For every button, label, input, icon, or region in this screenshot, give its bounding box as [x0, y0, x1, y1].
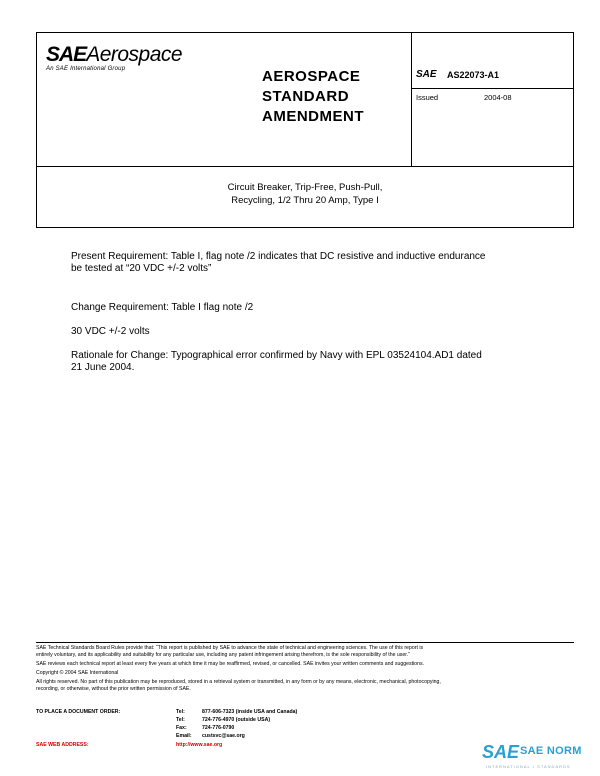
doc-type-line1: AEROSPACE: [262, 68, 361, 85]
footer-notices: SAE Technical Standards Board Rules provide that: “This report is published by SAE to advance the state of technical and engineering sciences. The use of this report is entirely voluntary, and its applicability and suitability for any particular use, including any patent infringement arising therefrom, is the sole responsibility of the user.” SAE reviews each technical report at least every five years at which time it may be reaffirmed, revised, or cancelled. SAE invites your written comments and suggestions. Copyright © 2004 SAE International All rights reserved. No part of this publication may be reproduced, stored in a retrieval system or transmitted, in any form or by any means, electronic, mechanical, photocopying, recording, or otherwise, without the prior written permission of SAE.: [36, 645, 441, 692]
issued-label: Issued: [416, 93, 439, 102]
sae-norm-name: SAE NORM: [520, 745, 582, 757]
title-line1: Circuit Breaker, Trip-Free, Push-Pull,: [227, 182, 383, 193]
email-label: Email:: [176, 733, 192, 739]
tel-label: Tel:: [176, 709, 185, 715]
sae-norm-subtitle: INTERNATIONAL • STANDARDS: [486, 764, 571, 769]
email-link[interactable]: custsvc@sae.org: [202, 733, 245, 739]
web-link[interactable]: http://www.sae.org: [176, 742, 223, 748]
tel-inside[interactable]: 877-606-7323 (inside USA and Canada): [202, 709, 298, 715]
issued-divider: [411, 88, 574, 89]
doc-type-line3: AMENDMENT: [262, 108, 364, 125]
web-label: SAE WEB ADDRESS:: [36, 742, 89, 748]
order-label: TO PLACE A DOCUMENT ORDER:: [36, 709, 121, 715]
fax-label: Fax:: [176, 725, 187, 731]
doc-type-line2: STANDARD: [262, 88, 350, 105]
sae-norm-logo: SAE: [482, 742, 520, 762]
tel-label-2: Tel:: [176, 717, 185, 723]
footer-rule: [36, 642, 574, 643]
rationale: Rationale for Change: Typographical error confirmed by Navy with EPL 03524104.AD1 dated 21 June 2004.: [71, 350, 482, 373]
issued-date: 2004-08: [484, 93, 512, 102]
document-number: AS22073-A1: [447, 70, 500, 80]
sae-aerospace-logo: SAEAerospace: [46, 43, 183, 66]
document-title: [36, 181, 574, 207]
header-divider: [411, 32, 412, 167]
change-requirement: Change Requirement: Table I flag note /2: [71, 302, 254, 313]
required-value: 30 VDC +/-2 volts: [71, 326, 150, 337]
tel-outside[interactable]: 724-776-4970 (outside USA): [202, 717, 271, 723]
logo-tagline: An SAE International Group: [46, 66, 126, 72]
title-line2: Recycling, 1/2 Thru 20 Amp, Type I: [231, 195, 379, 206]
fax-number: 724-776-0790: [202, 725, 235, 731]
sae-mark: SAE: [416, 69, 437, 80]
present-requirement: Present Requirement: Table I, flag note /2 indicates that DC resistive and inductive endurance be tested at “20 VDC +/-2 volts”: [71, 251, 486, 274]
